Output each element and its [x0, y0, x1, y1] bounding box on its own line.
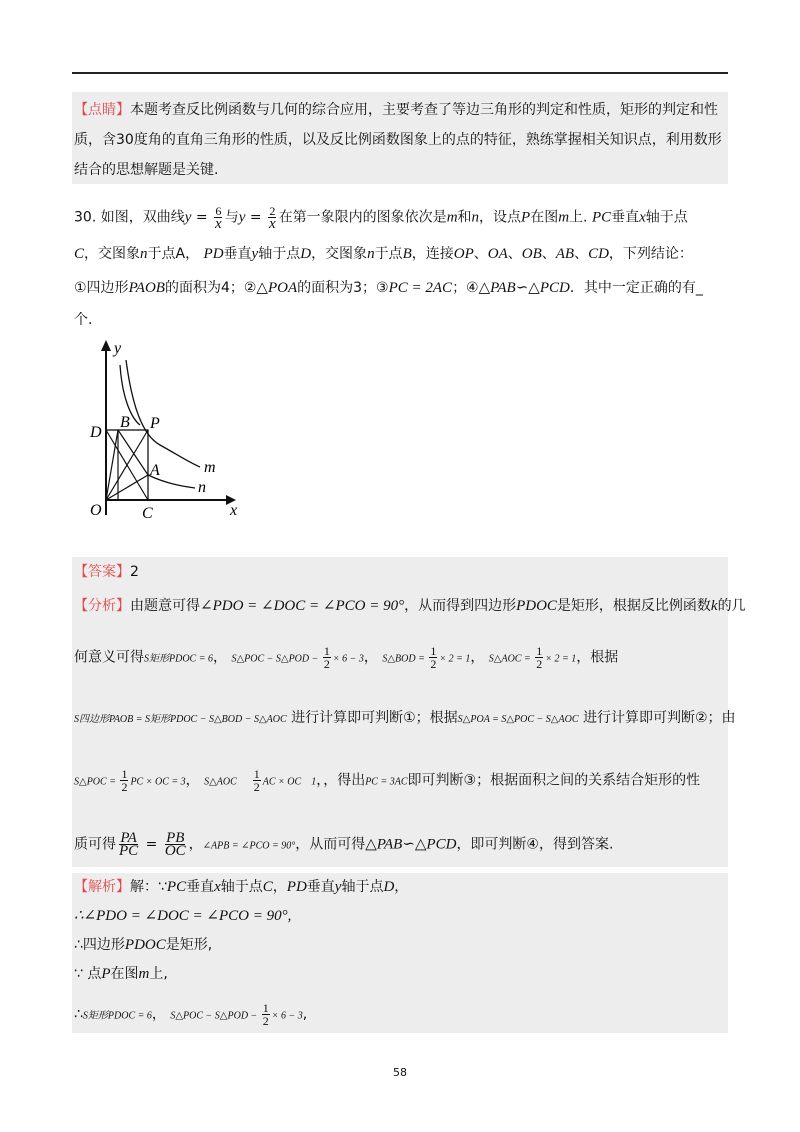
label-m: m: [204, 459, 216, 476]
fraction: $\frac{1}{2}$: [121, 767, 128, 794]
review-tag: 【点睛】: [74, 102, 130, 118]
label-A: A: [150, 462, 160, 479]
analysis-line-3: S四边形PAOB = S矩形PDOC − S△BOD − S△AOC 进行计算即可判断①；根据S△POA = S△POC − S△AOC 进行计算即可判断②；由: [74, 710, 736, 726]
fraction: $\frac{1}{2}$: [430, 644, 437, 671]
solution-line-1: 【解析】解：∵PC垂直x轴于点C，PD垂直y轴于点D，: [74, 879, 409, 895]
fraction: $\frac{PA}{PC}$: [119, 830, 139, 859]
analysis-line-4: S△POC = $\frac{1}{2}$ PC × OC = 3， S△AOC $\frac{1}{2}$ AC × OC 1，，得出PC = 3AC即可判断③；根据面积之间的关系结合矩形的性: [74, 767, 701, 794]
label-y: y: [114, 340, 122, 357]
label-n: n: [198, 479, 206, 496]
analysis-line-5: 质可得 $\frac{PA}{PC}$ = $\frac{PB}{OC}$ ，∠APB = ∠PCO = 90°，从而可得△PAB∽△PCD，即可判断④，得到答案.: [74, 830, 614, 859]
review-line-2: 质，含30度角的直角三角形的性质，以及反比例函数图象上的点的特征，熟练掌握相关知识点，利用数形: [74, 132, 722, 148]
analysis-line-2: 何意义可得S矩形PDOC = 6， S△POC − S△POD − $\frac{1}{2}$ × 6 − 3， S△BOD = $\frac{1}{2}$ × 2 = 1， S△AOC = $\frac{1}{2}$ × 2 = 1，根据: [74, 644, 619, 671]
question-line-1: 30. 如图，双曲线y = $\frac{6}{x}$ 与y = $\frac{2}{x}$ 在第一象限内的图象依次是m和n，设点P在图m上. PC垂直x轴于点: [74, 204, 688, 232]
geometry-figure: [80, 335, 250, 525]
solution-line-2: ∴∠PDO = ∠DOC = ∠PCO = 90°,: [74, 908, 292, 924]
answer-line: 【答案】2: [74, 564, 139, 580]
page-number: 58: [393, 1066, 407, 1079]
label-x: x: [230, 502, 238, 519]
solution-line-3: ∴四边形PDOC是矩形,: [74, 937, 213, 953]
review-line-3: 结合的思想解题是关键.: [74, 162, 219, 178]
label-B: B: [120, 414, 130, 431]
fraction: $\frac{6}{x}$: [215, 204, 222, 232]
fraction: $\frac{1}{2}$: [253, 767, 260, 794]
fraction: $\frac{1}{2}$: [536, 644, 543, 671]
label-O: O: [90, 502, 102, 519]
solution-line-4: ∵ 点P在图m上,: [74, 966, 168, 982]
question-line-3: ①四边形PAOB的面积为4；②△POA的面积为3；③PC = 2AC；④△PAB∽△PCD．其中一定正确的有_: [74, 280, 703, 296]
fraction: $\frac{1}{2}$: [323, 644, 330, 671]
label-P: P: [150, 415, 160, 432]
header-rule: [72, 72, 728, 74]
label-C: C: [142, 505, 153, 522]
solution-line-5: ∴S矩形PDOC = 6， S△POC − S△POD − $\frac{1}{2}$ × 6 − 3,: [74, 1001, 308, 1028]
answer-value: 2: [130, 564, 139, 580]
review-line-1: 【点睛】本题考查反比例函数与几何的综合应用，主要考查了等边三角形的判定和性质，矩形的判定和性: [74, 102, 718, 118]
curve-m: [126, 360, 200, 467]
y-axis-arrow: [101, 340, 111, 351]
fraction: $\frac{PB}{OC}$: [164, 830, 186, 859]
question-line-4: 个.: [74, 312, 93, 328]
label-D: D: [90, 424, 102, 441]
fraction: $\frac{2}{x}$: [269, 204, 276, 232]
segment-OA: [106, 475, 148, 500]
fraction: $\frac{1}{2}$: [262, 1001, 269, 1028]
question-line-2: C，交图象n于点A， PD垂直y轴于点D，交图象n于点B，连接OP、OA、OB、AB、CD，下列结论：: [74, 246, 693, 262]
analysis-line-1: 【分析】由题意可得∠PDO = ∠DOC = ∠PCO = 90°，从而得到四边形PDOC是矩形，根据反比例函数k的几: [74, 598, 746, 614]
